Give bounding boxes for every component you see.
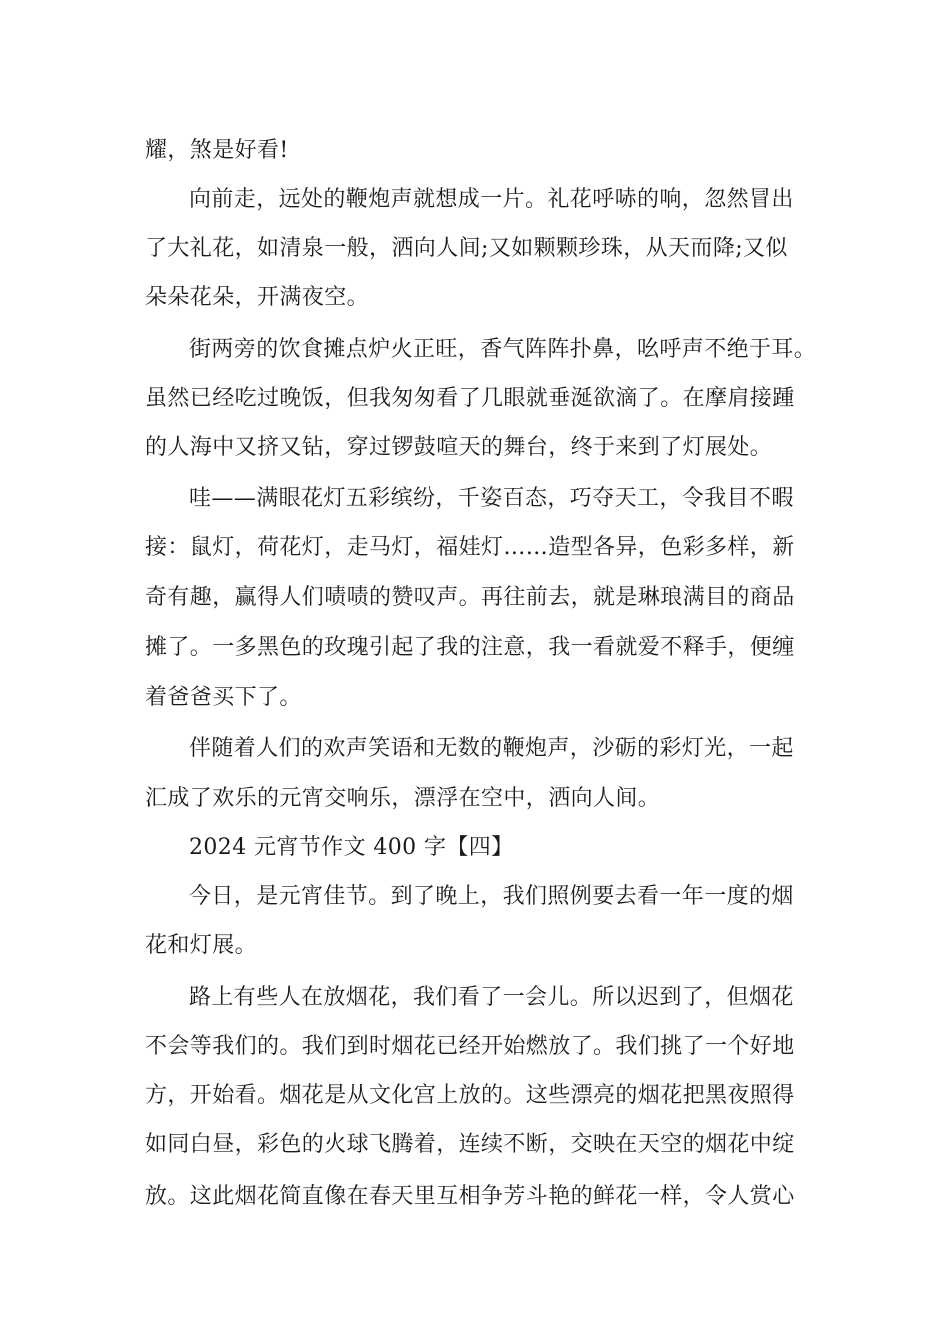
text-line: 朵朵花朵，开满夜空。 [145, 285, 370, 310]
text-line: 接：鼠灯，荷花灯，走马灯，福娃灯……造型各异，色彩多样，新 [145, 535, 795, 560]
text-line: 了大礼花，如清泉一般，洒向人间;又如颗颗珍珠，从天而降;又似 [145, 236, 788, 261]
text-line: 摊了。一多黑色的玫瑰引起了我的注意，我一看就爱不释手，便缠 [145, 635, 795, 660]
text-line: 不会等我们的。我们到时烟花已经开始燃放了。我们挑了一个好地 [145, 1034, 795, 1059]
text-line: 花和灯展。 [145, 933, 258, 958]
paragraph-start-line: 街两旁的饮食摊点炉火正旺，香气阵阵扑鼻，吆呼声不绝于耳。 [189, 337, 817, 362]
text-line: 着爸爸买下了。 [145, 685, 302, 710]
paragraph-start-line: 哇——满眼花灯五彩缤纷，千姿百态，巧夺天工，令我目不暇 [189, 486, 794, 511]
text-line: 汇成了欢乐的元宵交响乐，漂浮在空中，洒向人间。 [145, 786, 661, 811]
paragraph-start-line: 向前走，远处的鞭炮声就想成一片。礼花呼哧的响，忽然冒出 [189, 187, 794, 212]
text-line: 放。这此烟花简直像在春天里互相争芳斗艳的鲜花一样，令人赏心 [145, 1184, 795, 1209]
text-line: 耀，煞是好看! [145, 138, 289, 163]
text-line: 虽然已经吃过晚饭，但我匆匆看了几眼就垂涎欲滴了。在摩肩接踵 [145, 386, 795, 411]
paragraph-start-line: 路上有些人在放烟花，我们看了一会儿。所以迟到了，但烟花 [189, 985, 794, 1010]
section-heading: 2024 元宵节作文 400 字【四】 [189, 835, 514, 860]
paragraph-start-line: 伴随着人们的欢声笑语和无数的鞭炮声，沙砺的彩灯光，一起 [189, 736, 794, 761]
paragraph-start-line: 今日，是元宵佳节。到了晚上，我们照例要去看一年一度的烟 [189, 884, 794, 909]
text-line: 如同白昼，彩色的火球飞腾着，连续不断，交映在天空的烟花中绽 [145, 1132, 795, 1157]
text-line: 奇有趣，赢得人们啧啧的赞叹声。再往前去，就是琳琅满目的商品 [145, 585, 795, 610]
text-line: 方，开始看。烟花是从文化宫上放的。这些漂亮的烟花把黑夜照得 [145, 1083, 795, 1108]
text-line: 的人海中又挤又钻，穿过锣鼓喧天的舞台，终于来到了灯展处。 [145, 435, 773, 460]
